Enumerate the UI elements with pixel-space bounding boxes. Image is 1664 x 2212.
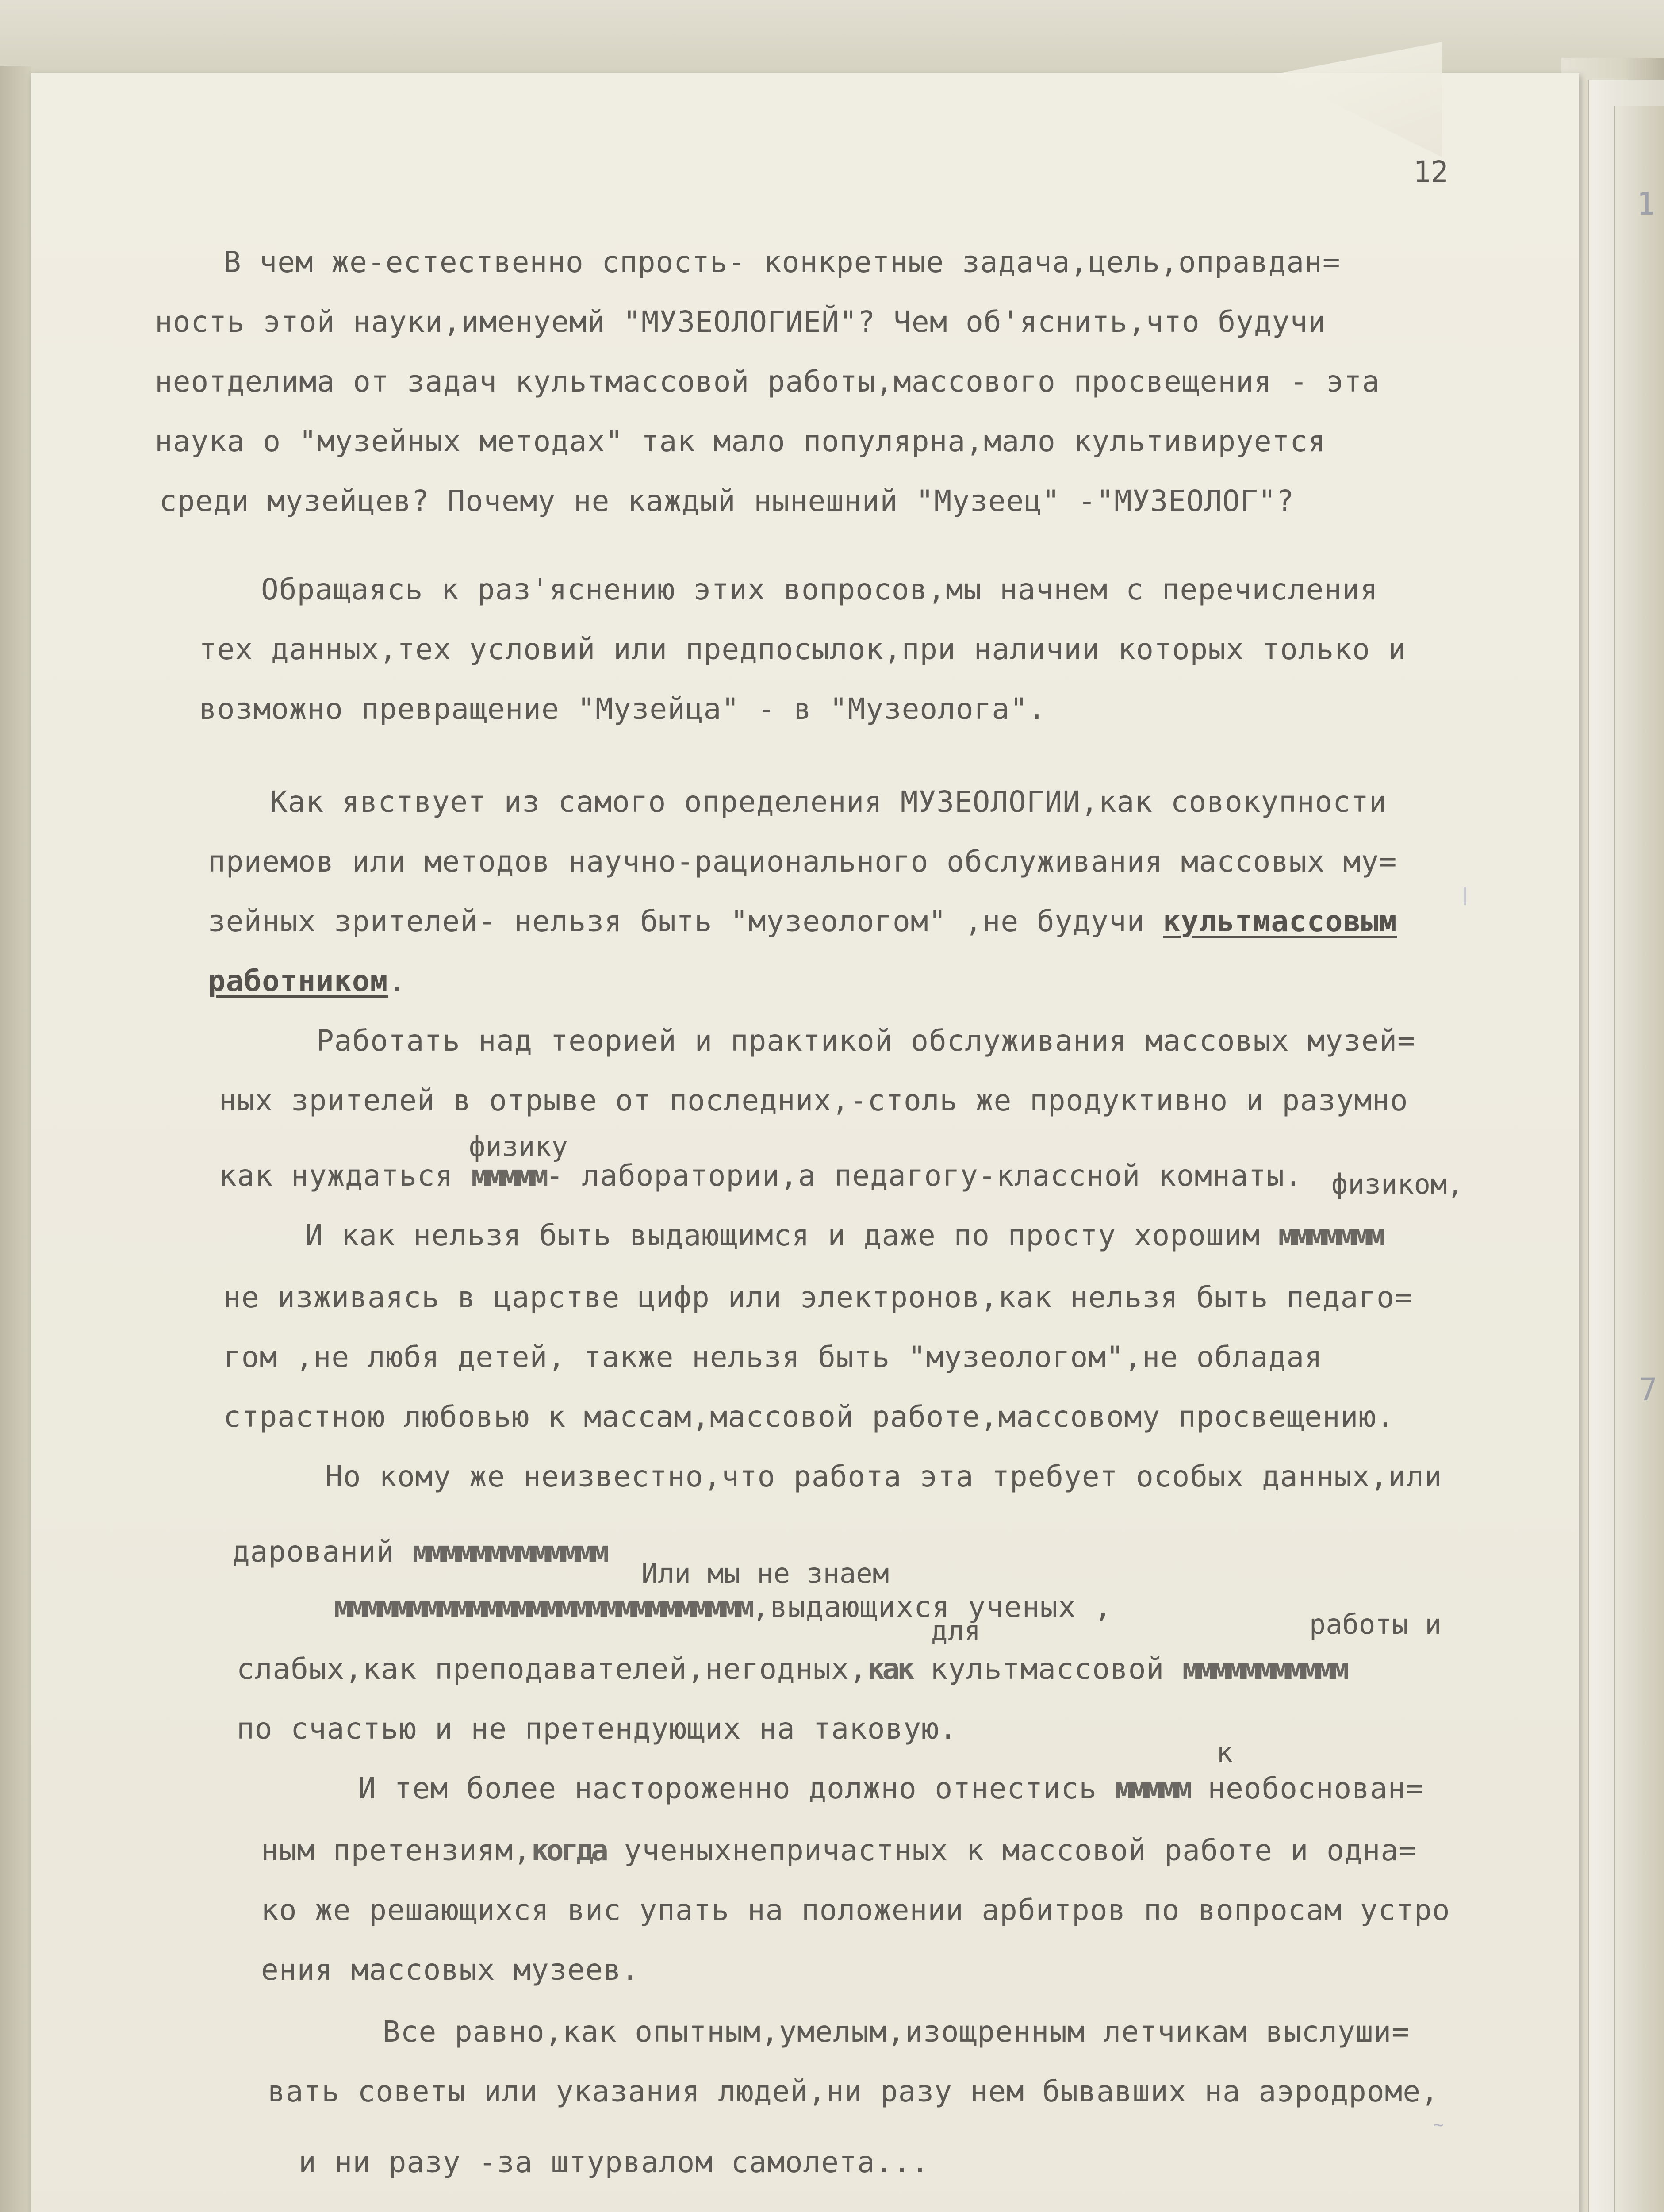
period: .: [388, 964, 406, 998]
struck-out-text: ммммм: [1115, 1771, 1190, 1805]
text-line: Как явствует из самого определения МУЗЕОЛОГИИ,как совокупности: [270, 785, 1387, 819]
struck-out-text: когда: [531, 1833, 606, 1867]
text-line: возможно превращение "Музейца" - в "Музеолога".: [199, 692, 1046, 726]
text-line: Но кому же неизвестно,что работа эта требует особых данных,или: [325, 1459, 1442, 1494]
text-line: наука о "музейных методах" так мало популярна,мало культивируется: [155, 424, 1326, 458]
text-line: неотделима от задач культмассовой работы,массового просвещения - эта: [155, 365, 1380, 399]
text-line: Обращаясь к раз'яснению этих вопросов,мы начнем с перечисления: [261, 572, 1378, 607]
text-fragment: И тем более настороженно должно отнестись: [358, 1771, 1097, 1805]
text-line: [334, 1590, 1112, 1624]
handwritten-insertion: к: [1216, 1736, 1233, 1769]
text-line: [219, 1159, 1303, 1193]
text-line: [305, 1218, 1383, 1252]
handwritten-insertion: для: [931, 1615, 981, 1647]
text-line: страстною любовью к массам,массовой работе,массовому просвещению.: [223, 1400, 1395, 1434]
text-line: [237, 1652, 1347, 1686]
text-fragment: ученыхнепричастных к массовой работе и одна=: [606, 1833, 1417, 1867]
text-line: Работать над теорией и практикой обслуживания массовых музей=: [316, 1024, 1415, 1058]
text-line: и ни разу -за штурвалом самолета...: [299, 2145, 929, 2179]
text-line: по счастью и не претендующих на таковую.: [237, 1712, 958, 1746]
text-fragment: ,выдающихся ученых ,: [751, 1590, 1112, 1624]
text-line: [358, 1771, 1424, 1805]
text-line: не изживаясь в царстве цифр или электронов,как нельзя быть педаго=: [223, 1280, 1413, 1314]
margin-mark: 1: [1637, 186, 1656, 222]
text-line: среди музейцев? Почему не каждый нынешний "Музеец" -"МУЗЕОЛОГ"?: [159, 484, 1295, 518]
text-line: гом ,не любя детей, также нельзя быть "музеологом",не обладая: [223, 1340, 1323, 1374]
struck-out-text: ммммм: [471, 1159, 546, 1193]
underlined-text: культмассовым: [1163, 904, 1397, 938]
faint-pencil-mark: ~: [1433, 2115, 1444, 2135]
text-line: вать советы или указания людей,ни разу нем бывавших на аэродроме,: [268, 2074, 1439, 2108]
text-fragment: слабых,как преподавателей,негодных,: [237, 1652, 867, 1686]
struck-out-text: ммммммммммммм: [412, 1535, 606, 1569]
margin-tick: |: [1460, 885, 1471, 905]
text-line: ения массовых музеев.: [261, 1953, 640, 1987]
text-fragment: необоснован=: [1189, 1771, 1424, 1805]
struck-out-text: мммммммммммммммммммммммммммм: [334, 1590, 752, 1624]
text-line: [232, 1537, 606, 1567]
struck-out-text: ммммммммммм: [1182, 1652, 1347, 1686]
text-fragment: как нуждаться: [219, 1159, 453, 1193]
text-line: ко же решающихся вис упать на положении арбитров по вопросам устро: [261, 1893, 1450, 1927]
struck-out-text: как: [867, 1652, 912, 1686]
handwritten-insertion: работы и: [1309, 1608, 1442, 1640]
text-line: В чем же-естественно спрость- конкретные задача,цель,оправдан=: [223, 245, 1341, 279]
text-fragment: И как нельзя быть выдающимся и даже по просту хорошим: [305, 1218, 1260, 1252]
struck-out-text: ммммммм: [1278, 1218, 1383, 1252]
handwritten-insertion: Или мы не знаем: [641, 1557, 889, 1590]
margin-mark: 7: [1639, 1371, 1658, 1408]
text-line: ность этой науки,именуемй "МУЗЕОЛОГИЕЙ"? Чем об'яснить,что будучи: [155, 305, 1326, 339]
text-line: ных зрителей в отрыве от последних,-столь же продуктивно и разумно: [219, 1083, 1408, 1118]
handwritten-insertion: физику: [469, 1130, 568, 1163]
text-line: приемов или методов научно-рационального обслуживания массовых му=: [208, 845, 1397, 879]
text-line: Все равно,как опытным,умелым,изощренным летчикам выслуши=: [383, 2015, 1410, 2049]
text-line: тех данных,тех условий или предпосылок,при наличии которых только и: [199, 632, 1407, 666]
text-fragment: дарований: [232, 1535, 395, 1569]
handwritten-insertion: физиком,: [1331, 1168, 1464, 1200]
page-number: 12: [1413, 155, 1449, 189]
text-fragment: ным претензиям,: [261, 1833, 532, 1867]
text-fragment: - лаборатории,а педагогу-классной комнаты.: [546, 1159, 1303, 1193]
text-fragment: культмассовой: [912, 1652, 1165, 1686]
underlined-text: работником: [208, 964, 388, 998]
text-line: [208, 904, 1397, 938]
text-line: [208, 964, 406, 998]
text-fragment: зейных зрителей- нельзя быть "музеологом" ,не будучи: [208, 904, 1145, 938]
text-line: [261, 1833, 1417, 1867]
